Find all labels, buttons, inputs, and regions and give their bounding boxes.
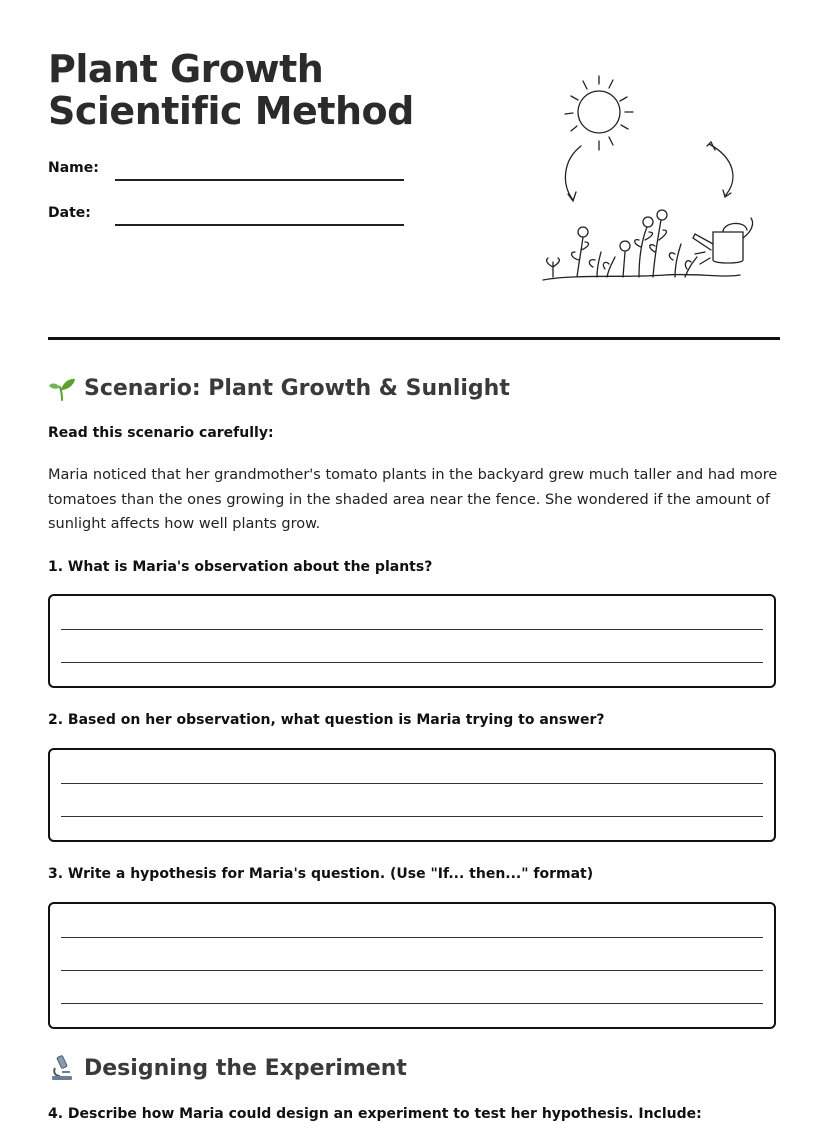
answer-line [61, 816, 763, 817]
date-label: Date: [48, 205, 91, 221]
sun-plants-illustration [535, 72, 765, 292]
name-label: Name: [48, 160, 99, 176]
page-title: Plant Growth Scientific Method [48, 47, 414, 133]
header-divider [48, 337, 780, 340]
name-line[interactable] [115, 179, 404, 181]
question-3: 3. Write a hypothesis for Maria's question. (Use "If... then..." format) [48, 866, 594, 882]
name-field[interactable] [48, 160, 99, 176]
date-line[interactable] [115, 224, 404, 226]
question-4: 4. Describe how Maria could design an experiment to test her hypothesis. Include: [48, 1106, 702, 1122]
scenario-heading [48, 374, 510, 402]
experiment-heading-text: Designing the Experiment [84, 1055, 407, 1081]
question-2: 2. Based on her observation, what question is Maria trying to answer? [48, 712, 605, 728]
scenario-lead: Read this scenario carefully: [48, 425, 274, 441]
answer-line [61, 783, 763, 784]
answer-line [61, 970, 763, 971]
answer-box-2[interactable] [48, 748, 776, 842]
date-field[interactable] [48, 205, 91, 221]
answer-line [61, 629, 763, 630]
scenario-text: Maria noticed that her grandmother's tomato plants in the backyard grew much taller and had more tomatoes than the ones growing in the shaded area near the fence. She wondered if the amount of sunlight affects how well plants grow. [48, 467, 778, 532]
answer-box-3[interactable] [48, 902, 776, 1029]
answer-line [61, 662, 763, 663]
experiment-heading [48, 1054, 407, 1082]
question-1: 1. What is Maria's observation about the plants? [48, 559, 433, 575]
answer-line [61, 937, 763, 938]
answer-box-1[interactable] [48, 594, 776, 688]
answer-line [61, 1003, 763, 1004]
seedling-icon [48, 374, 76, 402]
microscope-icon [48, 1054, 76, 1082]
scenario-heading-text: Scenario: Plant Growth & Sunlight [84, 375, 510, 401]
